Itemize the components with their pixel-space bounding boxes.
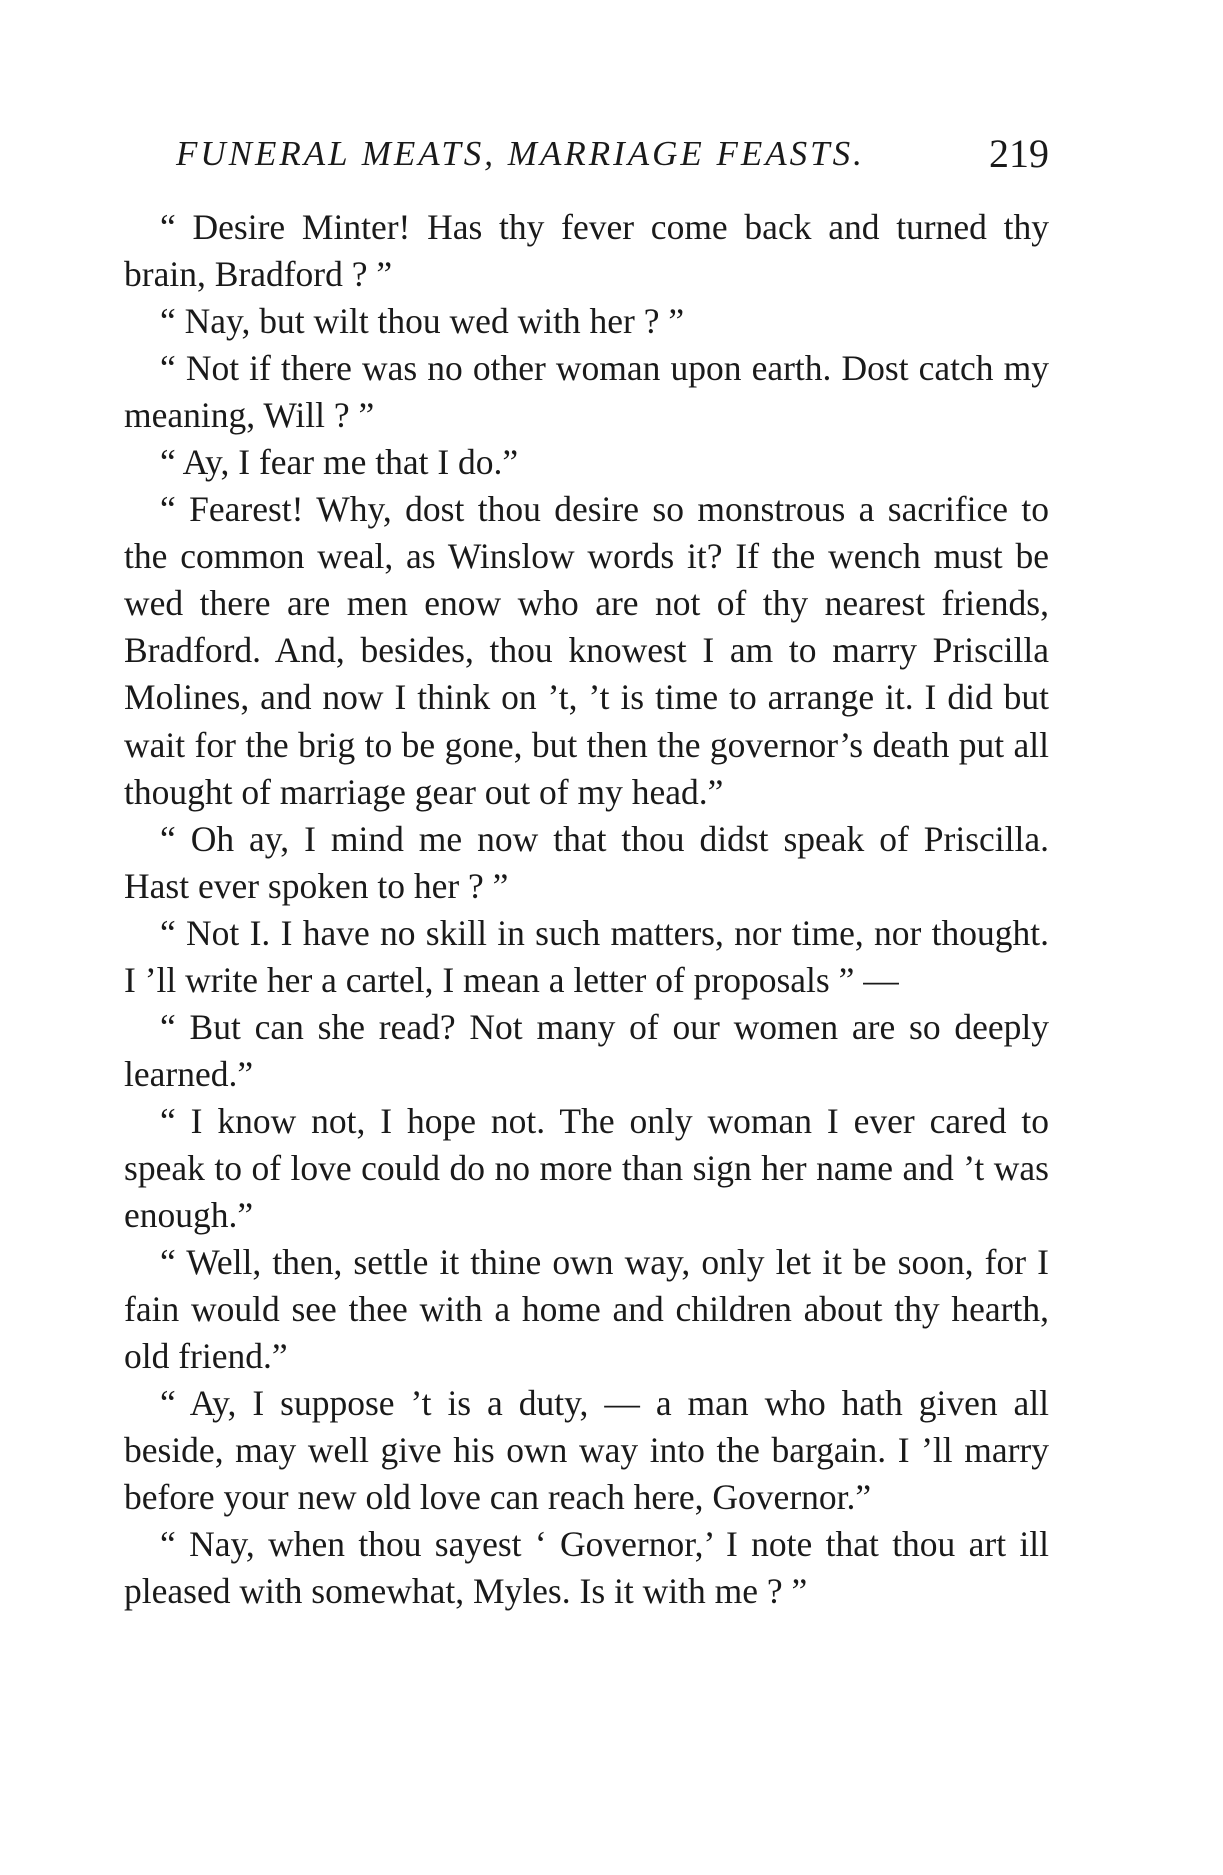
- page-header: [176, 124, 1049, 184]
- paragraph: “ Fearest! Why, dost thou desire so monstrous a sacrifice to the common weal, as Winslow words it? If the wench must be wed there are men enow who are not of thy nearest friends, Bradford. And, besides, thou knowest I am to marry Priscilla Molines, and now I think on ’t, ’t is time to arrange it. I did but wait for the brig to be gone, but then the governor’s death put all thought of marriage gear out of my head.”: [124, 489, 1049, 812]
- paragraph: “ Not if there was no other woman upon earth. Dost catch my meaning, Will ? ”: [124, 348, 1049, 436]
- paragraph: “ Nay, but wilt thou wed with her ? ”: [160, 301, 685, 342]
- paragraph: “ Ay, I suppose ’t is a duty, — a man who hath given all beside, may well give his own way into the bargain. I ’ll marry before your new old love can reach here, Governor.”: [124, 1383, 1049, 1518]
- paragraph: “ Desire Minter! Has thy fever come back and turned thy brain, Bradford ? ”: [124, 207, 1049, 295]
- page-number: 219: [989, 131, 1049, 176]
- running-title: FUNERAL MEATS, MARRIAGE FEASTS.: [176, 134, 865, 173]
- paragraph: “ But can she read? Not many of our women are so deeply learned.”: [124, 1006, 1049, 1094]
- paragraph: “ Oh ay, I mind me now that thou didst speak of Priscilla. Hast ever spoken to her ? ”: [124, 818, 1049, 906]
- body-text: [124, 204, 1049, 1615]
- paragraph: “ Well, then, settle it thine own way, only let it be soon, for I fain would see thee with a home and children about thy hearth, old friend.”: [124, 1242, 1049, 1377]
- paragraph: “ Ay, I fear me that I do.”: [160, 442, 519, 483]
- paragraph: “ I know not, I hope not. The only woman I ever cared to speak to of love could do no more than sign her name and ’t was enough.”: [124, 1100, 1049, 1235]
- paragraph: “ Nay, when thou sayest ‘ Governor,’ I note that thou art ill pleased with somewhat, Myles. Is it with me ? ”: [124, 1524, 1049, 1612]
- paragraph: “ Not I. I have no skill in such matters, nor time, nor thought. I ’ll write her a cartel, I mean a letter of proposals ” —: [124, 912, 1049, 1000]
